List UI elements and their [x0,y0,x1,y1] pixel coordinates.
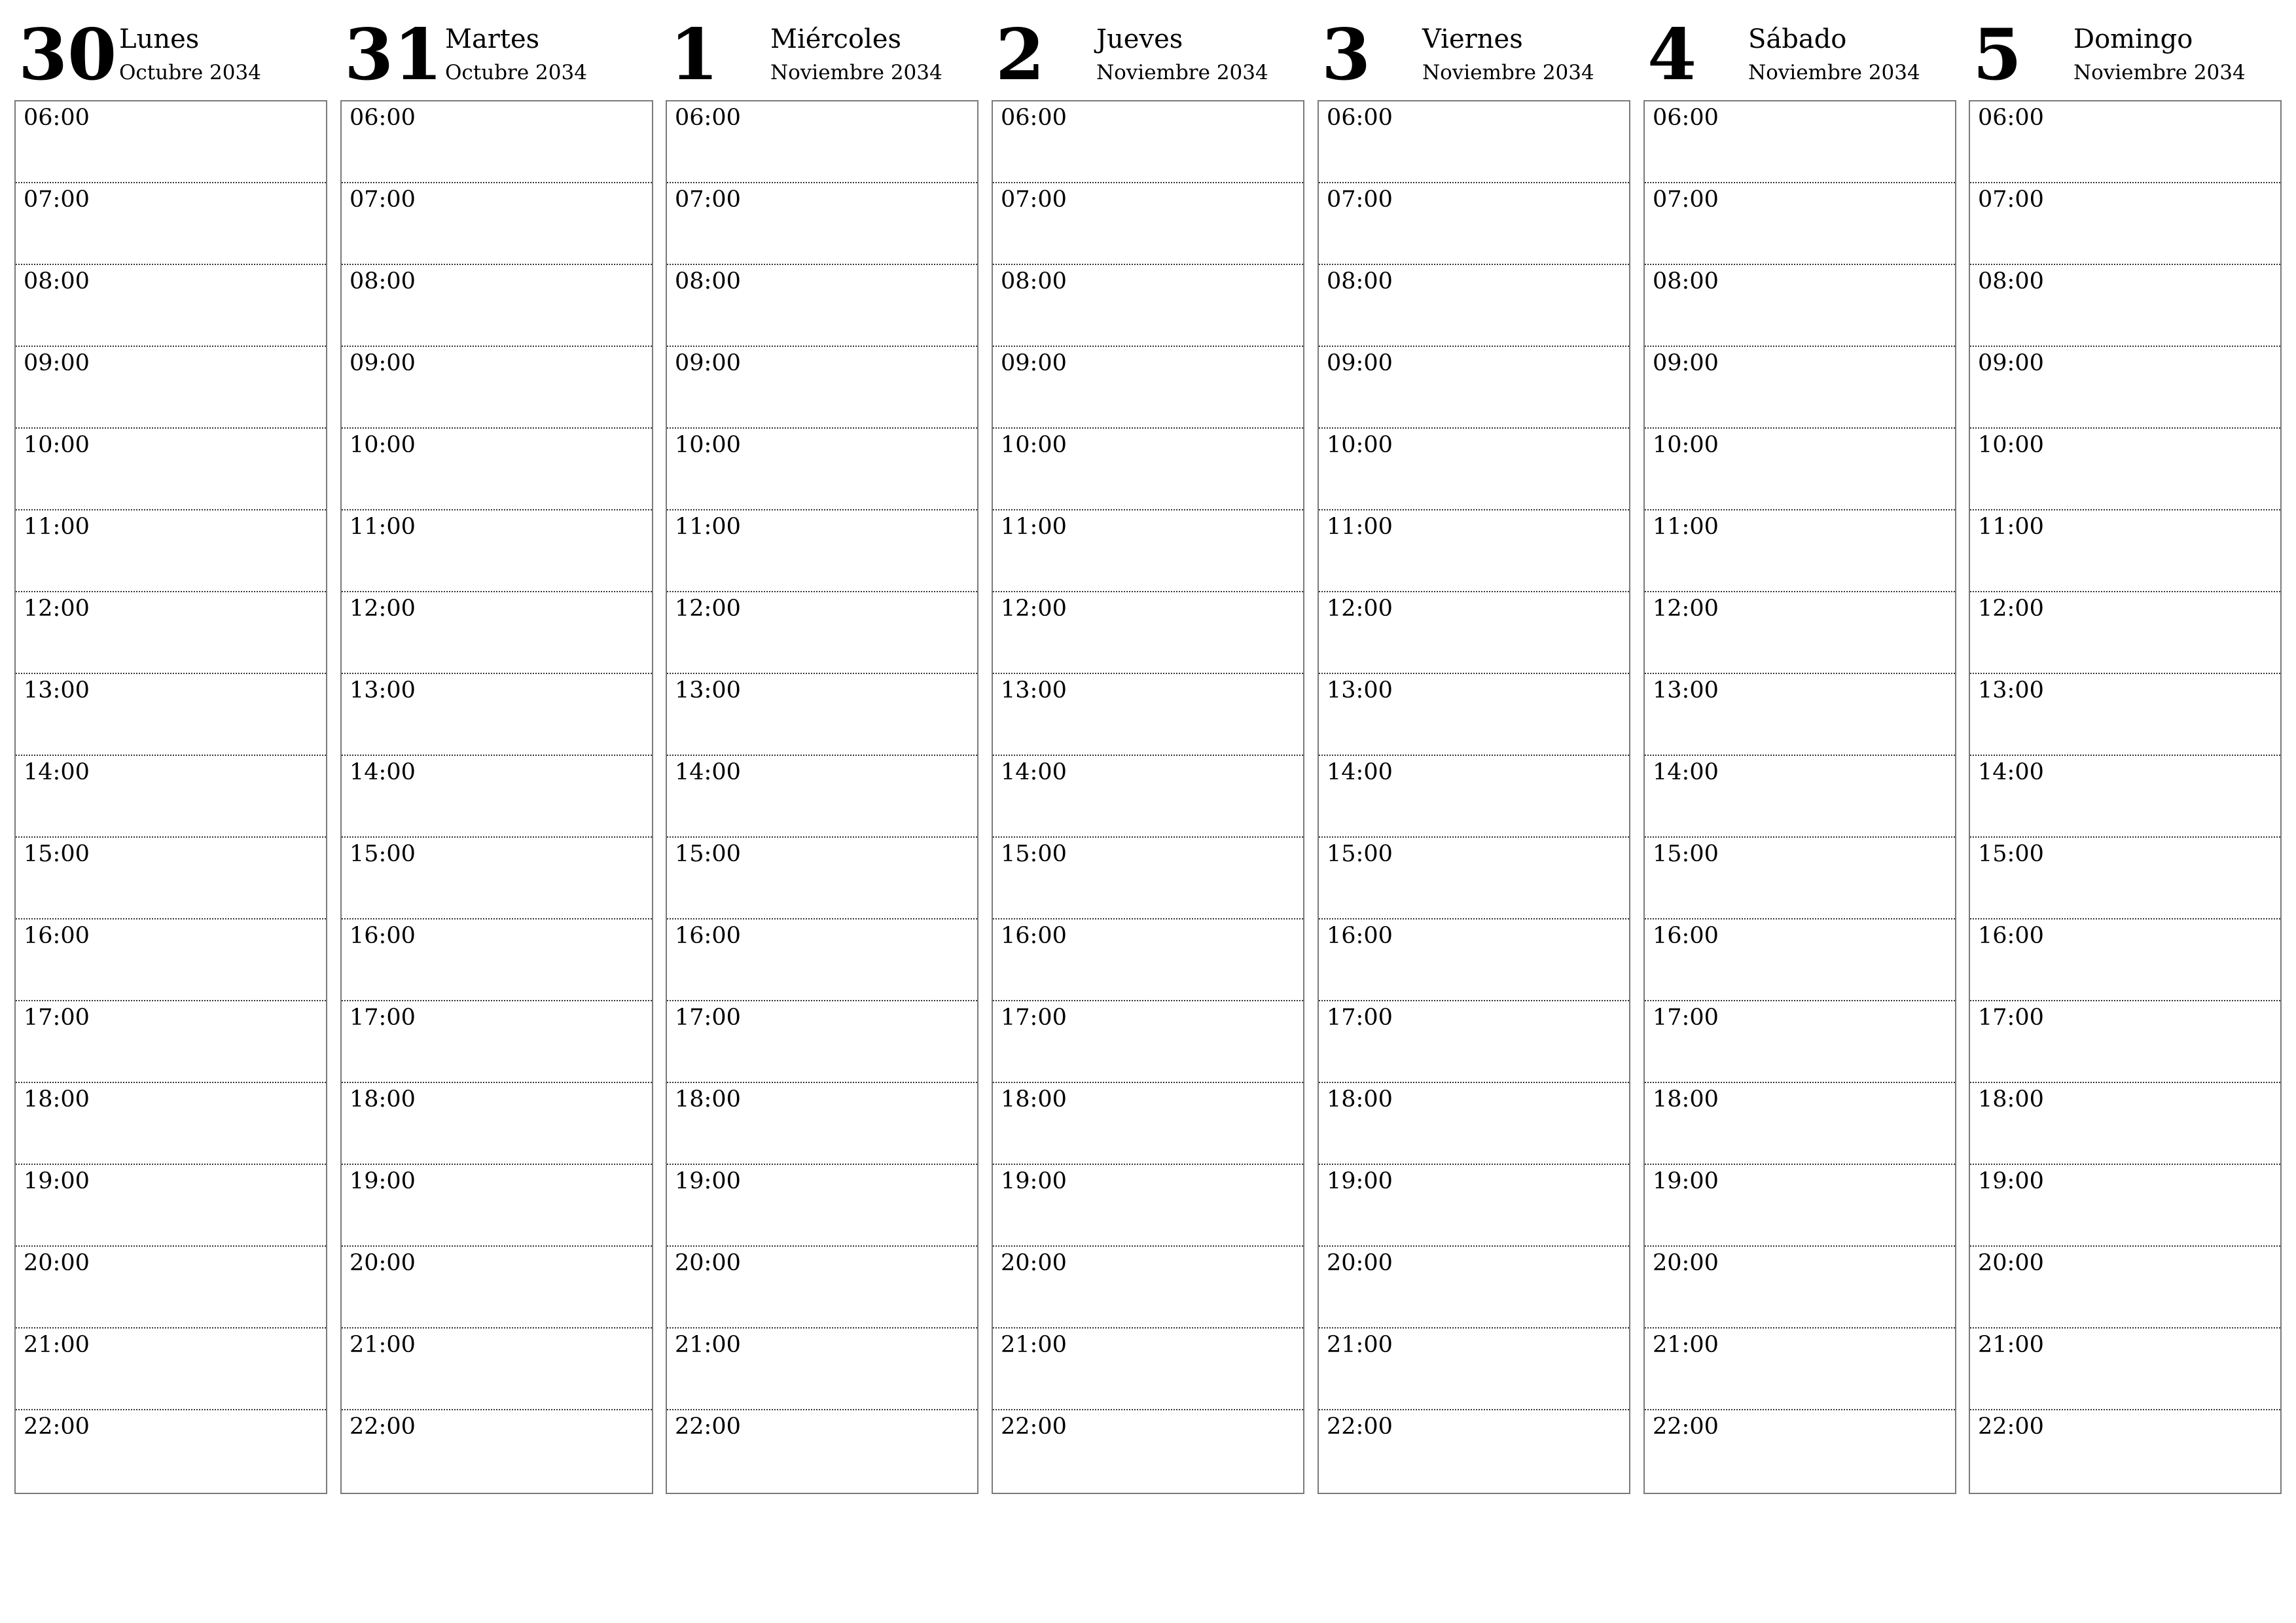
hour-slot[interactable] [1319,1247,1629,1329]
hour-slot[interactable] [16,592,326,674]
hour-label: 18:00 [24,1086,90,1113]
hour-label: 10:00 [1978,432,2044,458]
hour-label: 11:00 [350,514,416,540]
hour-label: 17:00 [1653,1005,1719,1031]
hour-label: 20:00 [1001,1250,1067,1276]
day-name: Viernes [1422,24,1523,54]
day-schedule-box [340,100,653,1494]
hour-label: 08:00 [24,268,90,294]
hour-label: 22:00 [1653,1414,1719,1440]
hour-slot[interactable] [993,1247,1303,1329]
hour-slot[interactable] [342,1247,652,1329]
hour-label: 16:00 [24,923,90,949]
hour-label: 15:00 [675,841,741,867]
hour-label: 21:00 [350,1332,416,1358]
hour-slot[interactable] [667,919,977,1001]
hour-slot[interactable] [1970,1410,2280,1492]
hour-label: 16:00 [1653,923,1719,949]
hour-slot[interactable] [993,510,1303,592]
day-name: Sábado [1748,24,1847,54]
hour-label: 20:00 [1653,1250,1719,1276]
day-name: Domingo [2073,24,2193,54]
hour-slot[interactable] [1970,674,2280,756]
hour-label: 22:00 [675,1414,741,1440]
hour-label: 13:00 [1978,677,2044,704]
hour-label: 22:00 [350,1414,416,1440]
hour-slot[interactable] [1319,838,1629,919]
hour-slot[interactable] [1319,101,1629,183]
hour-slot[interactable] [1319,1083,1629,1165]
hour-slot[interactable] [1645,1083,1955,1165]
hour-label: 08:00 [1001,268,1067,294]
hour-slot[interactable] [1319,674,1629,756]
hour-label: 14:00 [1978,759,2044,785]
hour-slot[interactable] [667,1410,977,1492]
hour-label: 12:00 [1978,596,2044,622]
hour-label: 19:00 [1978,1168,2044,1194]
hour-slot[interactable] [1319,1001,1629,1083]
hour-label: 15:00 [1327,841,1393,867]
day-number: 31 [344,14,443,96]
day-header [992,0,1304,98]
hour-label: 20:00 [24,1250,90,1276]
hour-label: 12:00 [1653,596,1719,622]
hour-label: 14:00 [1327,759,1393,785]
hour-label: 13:00 [1001,677,1067,704]
hour-slot[interactable] [342,919,652,1001]
hour-slot[interactable] [1319,347,1629,429]
hour-slot[interactable] [1645,1410,1955,1492]
hour-slot[interactable] [342,592,652,674]
hour-label: 21:00 [1978,1332,2044,1358]
hour-slot[interactable] [993,838,1303,919]
hour-label: 11:00 [1001,514,1067,540]
hour-slot[interactable] [16,838,326,919]
hour-label: 06:00 [1978,105,2044,131]
hour-slot[interactable] [1970,265,2280,347]
hour-slot[interactable] [16,183,326,265]
hour-label: 08:00 [1978,268,2044,294]
hour-slot[interactable] [1970,756,2280,838]
day-number: 4 [1647,14,1697,96]
hour-label: 06:00 [24,105,90,131]
hour-label: 07:00 [1327,187,1393,213]
hour-slot[interactable] [1645,265,1955,347]
hour-label: 06:00 [675,105,741,131]
hour-label: 09:00 [1327,350,1393,376]
hour-slot[interactable] [1970,919,2280,1001]
hour-label: 14:00 [24,759,90,785]
hour-label: 06:00 [1001,105,1067,131]
hour-slot[interactable] [1970,1083,2280,1165]
hour-slot[interactable] [1970,510,2280,592]
hour-slot[interactable] [1319,265,1629,347]
hour-slot[interactable] [1319,183,1629,265]
hour-slot[interactable] [342,1165,652,1247]
hour-label: 15:00 [350,841,416,867]
hour-label: 19:00 [24,1168,90,1194]
hour-slot[interactable] [1645,756,1955,838]
hour-label: 20:00 [675,1250,741,1276]
hour-label: 10:00 [1327,432,1393,458]
hour-slot[interactable] [1319,592,1629,674]
hour-slot[interactable] [1645,1165,1955,1247]
hour-slot[interactable] [1970,1247,2280,1329]
hour-label: 10:00 [1653,432,1719,458]
hour-slot[interactable] [1645,919,1955,1001]
hour-label: 18:00 [1327,1086,1393,1113]
day-schedule-box [1318,100,1630,1494]
hour-slot[interactable] [667,265,977,347]
hour-slot[interactable] [1970,1165,2280,1247]
hour-label: 07:00 [24,187,90,213]
day-header [1643,0,1956,98]
hour-slot[interactable] [342,674,652,756]
hour-label: 19:00 [1001,1168,1067,1194]
hour-label: 07:00 [1653,187,1719,213]
hour-slot[interactable] [993,429,1303,510]
hour-slot[interactable] [1970,347,2280,429]
hour-label: 12:00 [675,596,741,622]
hour-label: 10:00 [1001,432,1067,458]
hour-slot[interactable] [1645,347,1955,429]
hour-slot[interactable] [1970,429,2280,510]
day-number: 2 [996,14,1045,96]
hour-slot[interactable] [667,183,977,265]
hour-slot[interactable] [1319,756,1629,838]
hour-slot[interactable] [342,347,652,429]
hour-slot[interactable] [993,1410,1303,1492]
hour-slot[interactable] [1645,429,1955,510]
hour-slot[interactable] [342,838,652,919]
hour-slot[interactable] [342,756,652,838]
hour-label: 22:00 [1327,1414,1393,1440]
hour-slot[interactable] [1970,183,2280,265]
hour-slot[interactable] [16,756,326,838]
hour-label: 11:00 [24,514,90,540]
hour-label: 21:00 [675,1332,741,1358]
day-header [1318,0,1630,98]
day-schedule-box [666,100,978,1494]
hour-slot[interactable] [16,1410,326,1492]
hour-slot[interactable] [1319,919,1629,1001]
hour-slot[interactable] [16,1247,326,1329]
hour-label: 15:00 [1978,841,2044,867]
hour-label: 06:00 [1327,105,1393,131]
hour-slot[interactable] [993,919,1303,1001]
hour-label: 12:00 [24,596,90,622]
hour-slot[interactable] [993,265,1303,347]
hour-slot[interactable] [342,1329,652,1410]
hour-label: 13:00 [1327,677,1393,704]
hour-slot[interactable] [16,1165,326,1247]
hour-label: 10:00 [675,432,741,458]
hour-label: 13:00 [675,677,741,704]
hour-label: 18:00 [675,1086,741,1113]
hour-slot[interactable] [993,756,1303,838]
hour-slot[interactable] [342,1083,652,1165]
hour-label: 17:00 [24,1005,90,1031]
hour-label: 13:00 [1653,677,1719,704]
day-schedule-box [1643,100,1956,1494]
hour-label: 12:00 [1327,596,1393,622]
day-header [14,0,327,98]
hour-label: 07:00 [1001,187,1067,213]
day-header [666,0,978,98]
hour-label: 18:00 [350,1086,416,1113]
hour-slot[interactable] [1645,1329,1955,1410]
hour-slot[interactable] [667,347,977,429]
hour-slot[interactable] [667,510,977,592]
hour-slot[interactable] [1645,592,1955,674]
hour-slot[interactable] [1970,1329,2280,1410]
hour-label: 18:00 [1001,1086,1067,1113]
day-header [340,0,653,98]
hour-label: 19:00 [675,1168,741,1194]
hour-label: 07:00 [675,187,741,213]
day-number: 3 [1321,14,1371,96]
hour-label: 16:00 [675,923,741,949]
hour-label: 20:00 [350,1250,416,1276]
hour-slot[interactable] [993,1329,1303,1410]
hour-label: 17:00 [675,1005,741,1031]
hour-slot[interactable] [993,183,1303,265]
day-schedule-box [14,100,327,1494]
hour-label: 21:00 [24,1332,90,1358]
day-number: 1 [670,14,719,96]
hour-label: 15:00 [1653,841,1719,867]
hour-slot[interactable] [1319,510,1629,592]
hour-label: 14:00 [675,759,741,785]
hour-label: 07:00 [350,187,416,213]
hour-slot[interactable] [16,1329,326,1410]
hour-label: 12:00 [1001,596,1067,622]
hour-slot[interactable] [1645,674,1955,756]
hour-slot[interactable] [1319,1329,1629,1410]
hour-slot[interactable] [667,1165,977,1247]
day-month-year: Noviembre 2034 [770,61,942,84]
hour-label: 22:00 [1001,1414,1067,1440]
hour-slot[interactable] [342,101,652,183]
hour-slot[interactable] [1645,1247,1955,1329]
hour-slot[interactable] [1645,101,1955,183]
hour-slot[interactable] [342,1001,652,1083]
hour-label: 19:00 [1653,1168,1719,1194]
hour-label: 16:00 [1978,923,2044,949]
day-month-year: Noviembre 2034 [2073,61,2246,84]
day-month-year: Noviembre 2034 [1748,61,1920,84]
hour-label: 09:00 [1001,350,1067,376]
day-header [1969,0,2282,98]
hour-slot[interactable] [993,347,1303,429]
hour-slot[interactable] [342,183,652,265]
day-month-year: Octubre 2034 [445,61,587,84]
day-name: Lunes [119,24,200,54]
hour-slot[interactable] [16,919,326,1001]
hour-label: 11:00 [675,514,741,540]
day-month-year: Noviembre 2034 [1096,61,1268,84]
hour-label: 13:00 [350,677,416,704]
hour-label: 21:00 [1653,1332,1719,1358]
hour-slot[interactable] [1645,183,1955,265]
hour-slot[interactable] [16,265,326,347]
hour-label: 21:00 [1001,1332,1067,1358]
hour-slot[interactable] [667,838,977,919]
hour-label: 14:00 [350,759,416,785]
hour-label: 16:00 [350,923,416,949]
hour-slot[interactable] [1645,1001,1955,1083]
hour-slot[interactable] [16,1083,326,1165]
hour-slot[interactable] [667,1001,977,1083]
hour-slot[interactable] [342,1410,652,1492]
hour-slot[interactable] [342,265,652,347]
hour-label: 22:00 [24,1414,90,1440]
hour-slot[interactable] [1970,838,2280,919]
hour-label: 06:00 [350,105,416,131]
day-month-year: Octubre 2034 [119,61,261,84]
hour-slot[interactable] [16,429,326,510]
hour-slot[interactable] [16,674,326,756]
hour-label: 09:00 [1653,350,1719,376]
hour-label: 14:00 [1653,759,1719,785]
hour-label: 21:00 [1327,1332,1393,1358]
hour-label: 09:00 [675,350,741,376]
hour-label: 09:00 [350,350,416,376]
hour-slot[interactable] [993,1083,1303,1165]
hour-slot[interactable] [1970,101,2280,183]
hour-label: 17:00 [350,1005,416,1031]
hour-label: 13:00 [24,677,90,704]
hour-label: 20:00 [1327,1250,1393,1276]
hour-label: 14:00 [1001,759,1067,785]
hour-label: 12:00 [350,596,416,622]
hour-label: 15:00 [24,841,90,867]
day-number: 5 [1973,14,2022,96]
hour-slot[interactable] [667,101,977,183]
hour-label: 20:00 [1978,1250,2044,1276]
hour-label: 17:00 [1001,1005,1067,1031]
hour-label: 19:00 [1327,1168,1393,1194]
hour-label: 18:00 [1653,1086,1719,1113]
hour-label: 06:00 [1653,105,1719,131]
hour-slot[interactable] [16,347,326,429]
hour-label: 17:00 [1327,1005,1393,1031]
hour-label: 15:00 [1001,841,1067,867]
hour-label: 10:00 [350,432,416,458]
hour-label: 11:00 [1978,514,2044,540]
hour-label: 17:00 [1978,1005,2044,1031]
hour-label: 11:00 [1327,514,1393,540]
day-number: 30 [18,14,117,96]
hour-slot[interactable] [1319,1410,1629,1492]
hour-label: 11:00 [1653,514,1719,540]
hour-label: 22:00 [1978,1414,2044,1440]
hour-slot[interactable] [16,1001,326,1083]
day-name: Jueves [1096,24,1183,54]
hour-slot[interactable] [667,1329,977,1410]
day-month-year: Noviembre 2034 [1422,61,1594,84]
hour-label: 16:00 [1327,923,1393,949]
hour-slot[interactable] [993,674,1303,756]
hour-label: 19:00 [350,1168,416,1194]
hour-slot[interactable] [667,1247,977,1329]
hour-slot[interactable] [1319,1165,1629,1247]
hour-slot[interactable] [16,101,326,183]
hour-label: 10:00 [24,432,90,458]
hour-slot[interactable] [1645,510,1955,592]
hour-label: 08:00 [1327,268,1393,294]
hour-slot[interactable] [993,101,1303,183]
hour-label: 18:00 [1978,1086,2044,1113]
hour-slot[interactable] [993,1165,1303,1247]
hour-slot[interactable] [667,756,977,838]
hour-slot[interactable] [667,429,977,510]
hour-slot[interactable] [993,1001,1303,1083]
hour-label: 08:00 [675,268,741,294]
hour-slot[interactable] [16,510,326,592]
hour-label: 08:00 [350,268,416,294]
hour-label: 08:00 [1653,268,1719,294]
hour-label: 09:00 [1978,350,2044,376]
hour-slot[interactable] [1970,592,2280,674]
hour-slot[interactable] [1319,429,1629,510]
hour-slot[interactable] [1970,1001,2280,1083]
hour-slot[interactable] [993,592,1303,674]
day-name: Miércoles [770,24,902,54]
hour-label: 16:00 [1001,923,1067,949]
hour-slot[interactable] [342,429,652,510]
day-name: Martes [445,24,540,54]
hour-slot[interactable] [667,674,977,756]
hour-label: 07:00 [1978,187,2044,213]
hour-label: 09:00 [24,350,90,376]
day-schedule-box [1969,100,2282,1494]
hour-slot[interactable] [342,510,652,592]
hour-slot[interactable] [667,1083,977,1165]
hour-slot[interactable] [1645,838,1955,919]
hour-slot[interactable] [667,592,977,674]
day-schedule-box [992,100,1304,1494]
